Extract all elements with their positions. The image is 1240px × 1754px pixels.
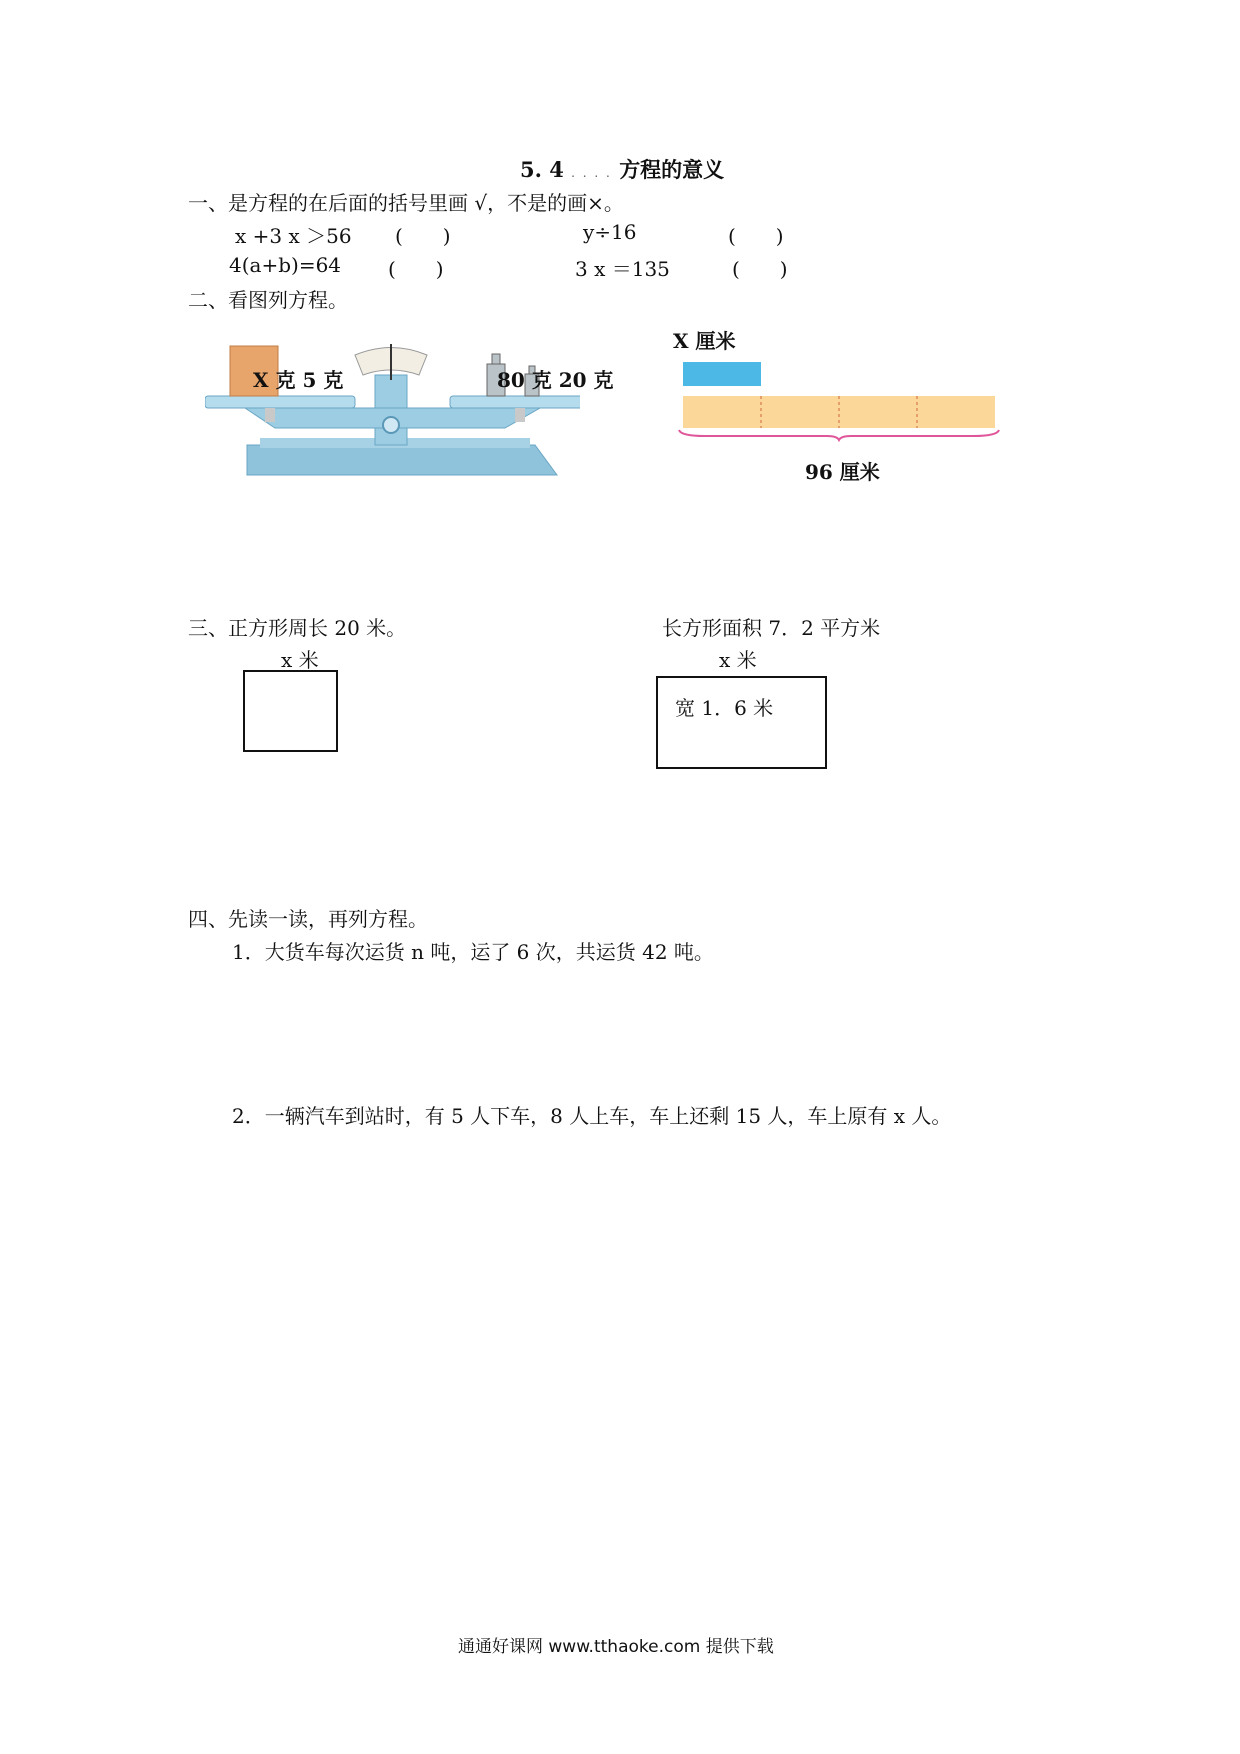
item3-expr: 4(a+b)=64: [229, 253, 342, 277]
scale-left-pan: [205, 396, 355, 408]
rect-heading: 长方形面积 7．2 平方米: [662, 616, 881, 640]
scale-right-label: 80 克 20 克: [497, 368, 614, 392]
title-text: 方程的意义: [619, 157, 725, 182]
rectangle-shape: [656, 676, 827, 769]
rect-width-label: 宽 1．6 米: [675, 696, 774, 720]
item1-paren: ( ): [395, 224, 451, 248]
scale-right-pan: [450, 396, 580, 408]
title-dots: . . . .: [571, 166, 612, 180]
scale-left-label: X 克 5 克: [253, 368, 344, 392]
scale-base: [247, 445, 557, 475]
item2-expr: y÷16: [583, 220, 637, 244]
page-footer: 通通好课网 www.tthaoke.com 提供下载: [458, 1637, 774, 1657]
square-shape: [243, 670, 338, 752]
question-1: 1．大货车每次运货 n 吨，运了 6 次，共运货 42 吨。: [232, 940, 714, 964]
section1-heading: 一、是方程的在后面的括号里画 √，不是的画×。: [188, 191, 624, 215]
section4-heading: 四、先读一读，再列方程。: [188, 907, 428, 931]
item2-paren: ( ): [728, 224, 784, 248]
bar-diagram: [675, 360, 1000, 442]
question-2: 2．一辆汽车到站时，有 5 人下车，8 人上车，车上还剩 15 人，车上原有 x 人。: [232, 1104, 952, 1128]
square-side-label: x 米: [281, 648, 319, 672]
scale-pivot: [383, 417, 399, 433]
item4-expr: 3 x ＝135: [575, 257, 670, 281]
rect-length-label: x 米: [719, 648, 757, 672]
section2-heading: 二、看图列方程。: [188, 288, 348, 312]
item3-paren: ( ): [388, 257, 444, 281]
item4-paren: ( ): [732, 257, 788, 281]
bar-total: [683, 396, 995, 428]
title-number: 5. 4: [520, 157, 564, 182]
bar-top-label: X 厘米: [673, 329, 736, 353]
bar-x-segment: [683, 362, 761, 386]
bar-bottom-label: 96 厘米: [805, 460, 880, 484]
item1-expr: x +3 x ＞56: [235, 224, 352, 248]
page-title: [520, 154, 724, 184]
balance-scale-illustration: [205, 340, 580, 480]
section3-heading: 三、正方形周长 20 米。: [188, 616, 407, 640]
bar-brace: [679, 430, 999, 440]
